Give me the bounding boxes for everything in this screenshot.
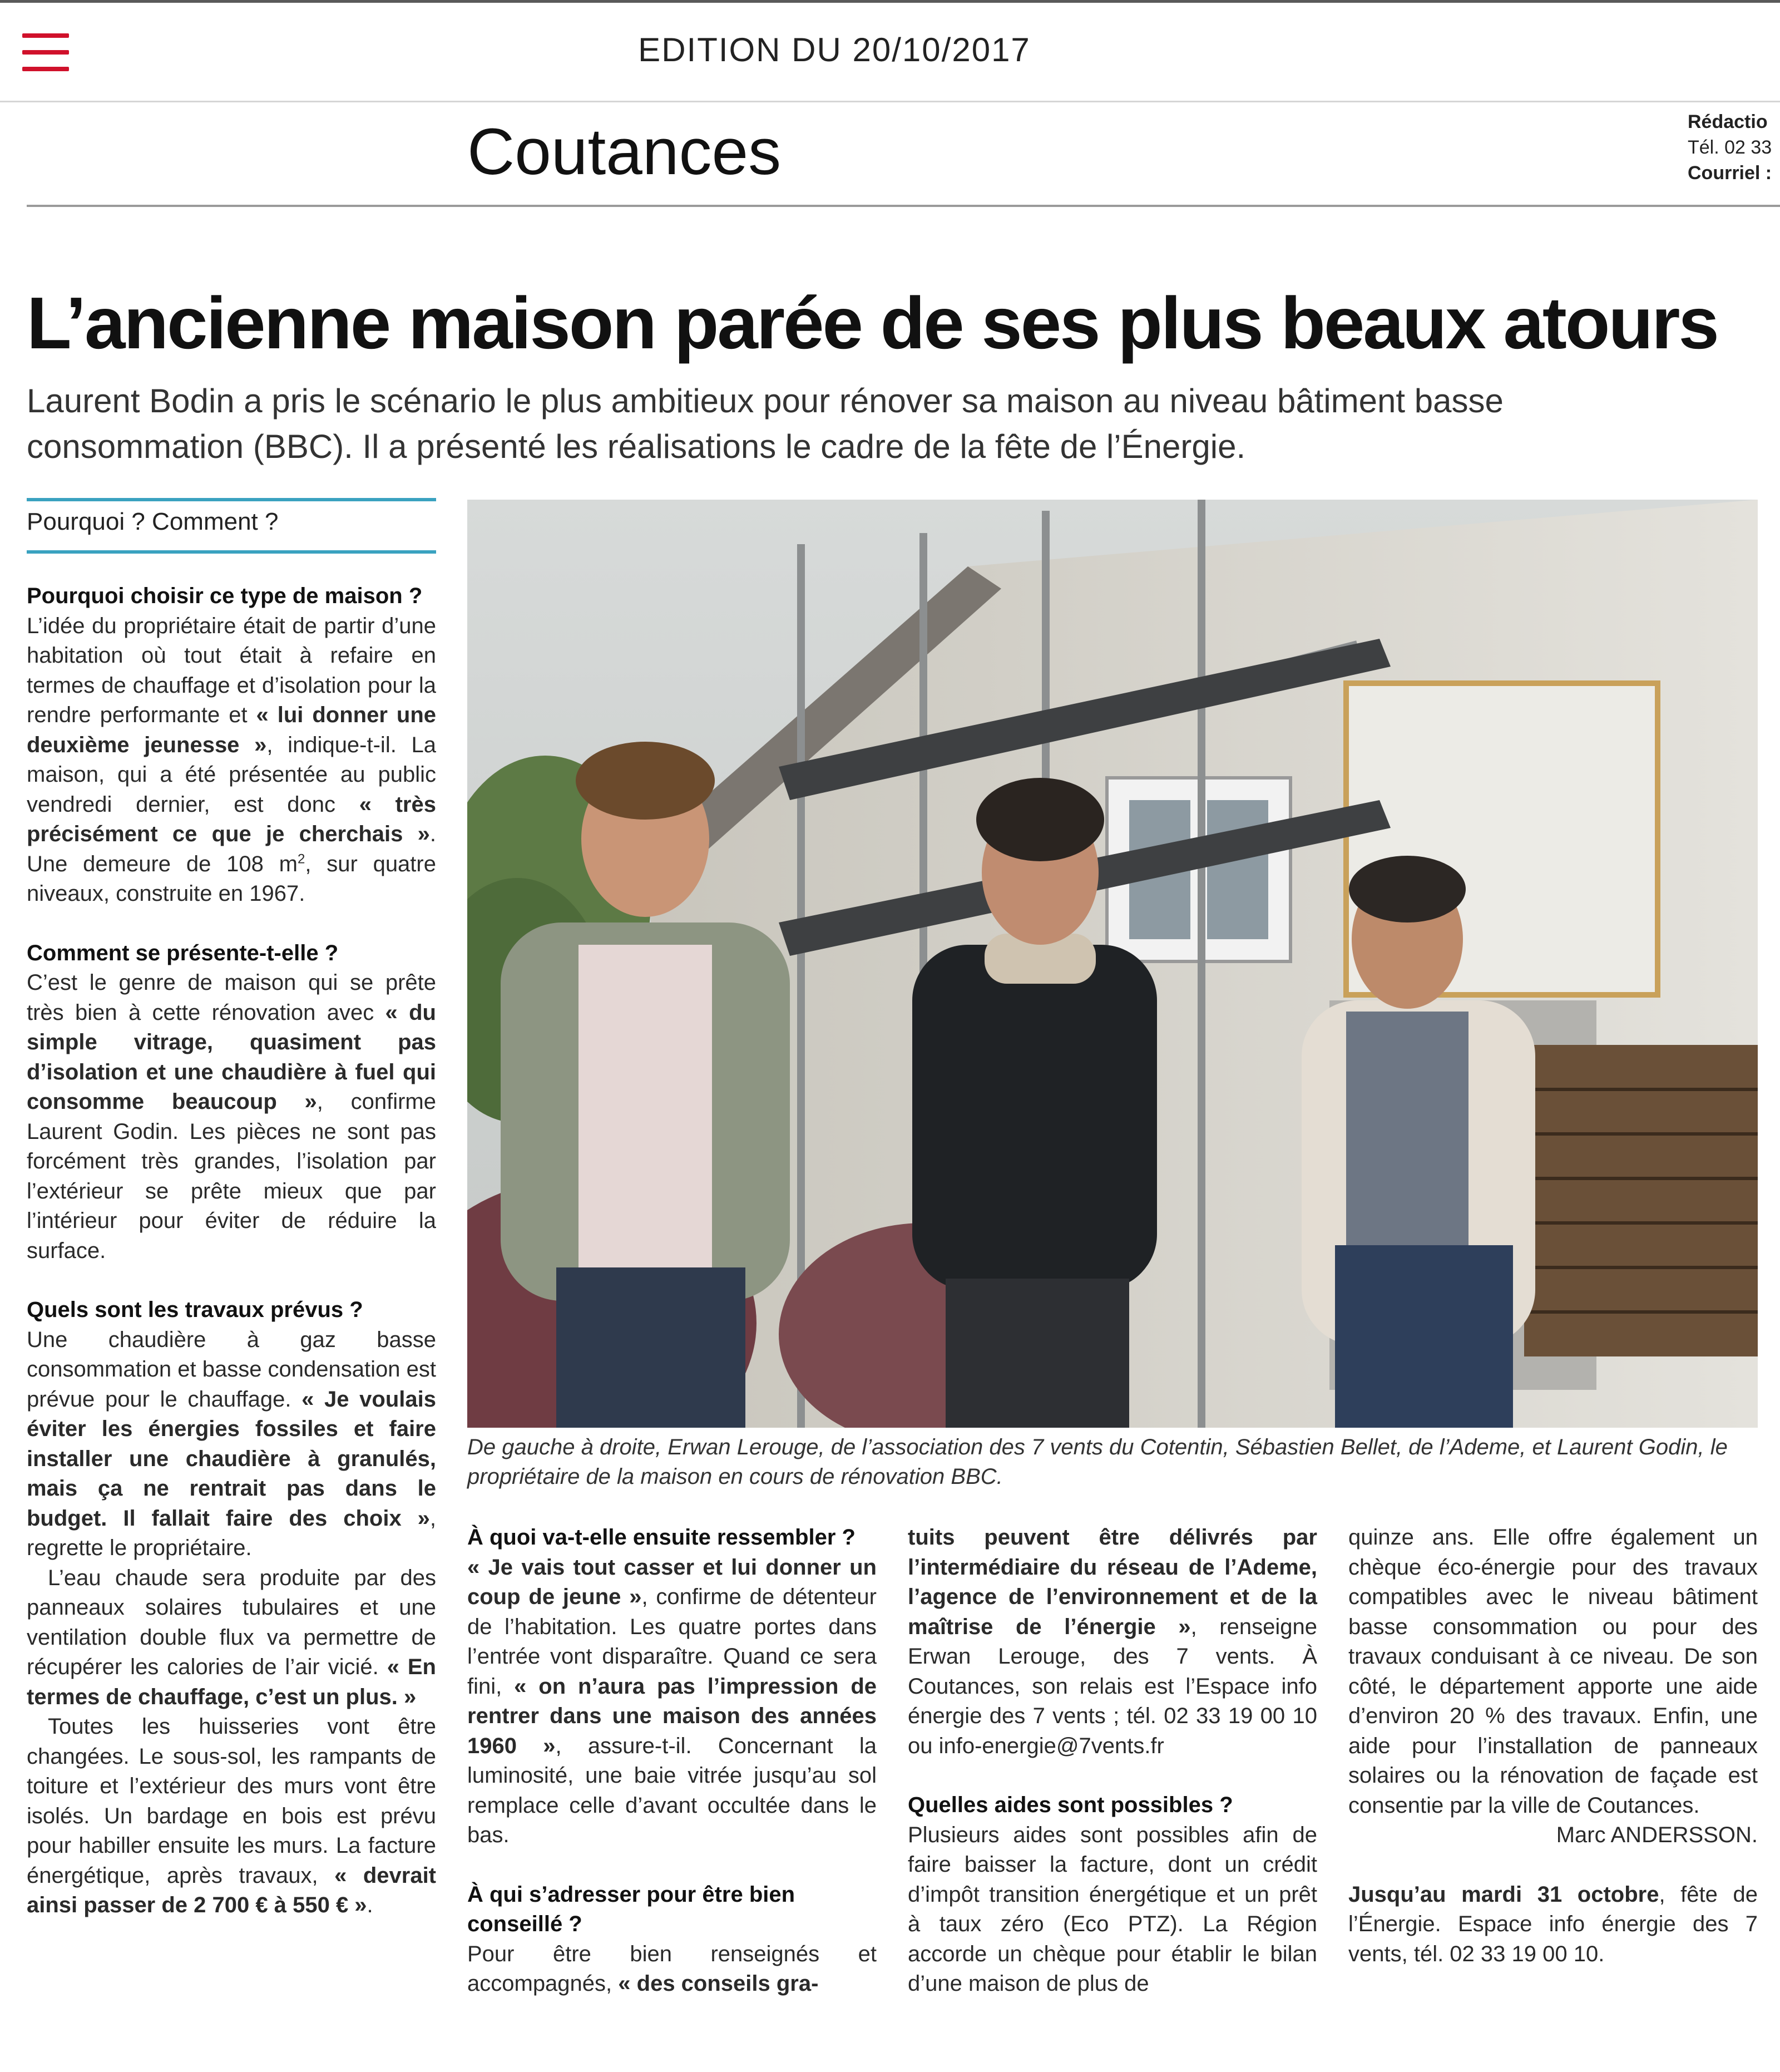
qa-box-label-text: Pourquoi ? Comment ? bbox=[27, 508, 279, 535]
contact-phone: Tél. 02 33 bbox=[1688, 137, 1772, 158]
article-standfirst: Laurent Bodin a pris le scénario le plus ambitieux pour rénover sa maison au niveau bâtiment basse consommation (BBC). Il a présenté les réalisations le cadre de la fête de l’Énergie. bbox=[27, 382, 1504, 465]
question-heading: À quoi va-t-elle ensuite ressembler ? bbox=[467, 1525, 856, 1550]
question-heading: Comment se présente-t-elle ? bbox=[27, 940, 339, 965]
contact-email: Courriel : bbox=[1688, 162, 1772, 184]
qa-box-label bbox=[27, 498, 436, 554]
app-header bbox=[0, 3, 1780, 102]
question-heading: Quels sont les travaux prévus ? bbox=[27, 1298, 363, 1322]
photo-caption: De gauche à droite, Erwan Lerouge, de l’association des 7 vents du Cotentin, Sébastien Bellet, de l’Ademe, et Laurent Godin, le propriétaire de la maison en cours de rénovation BBC. bbox=[467, 1435, 1728, 1489]
article-headline: L’ancienne maison parée de ses plus beaux atours bbox=[27, 282, 1718, 364]
article-column-4 bbox=[1348, 1523, 1758, 1969]
question-heading: Quelles aides sont possibles ? bbox=[908, 1793, 1233, 1817]
edition-date: EDITION DU 20/10/2017 bbox=[638, 31, 1031, 68]
article-photo bbox=[467, 500, 1758, 1428]
contact-info bbox=[1688, 109, 1772, 186]
answer-paragraph: tuits peuvent être délivrés par l’intermédiaire du réseau de l’Ademe, l’agence de l’environnement et de la maîtrise de l’énergie », renseigne Erwan Lerouge, des 7 vents. À Coutances, son relais est l’Espace info énergie des 7 vents ; tél. 02 33 19 00 10 ou info-energie@7vents.fr bbox=[908, 1525, 1317, 1758]
section-divider bbox=[27, 205, 1780, 207]
answer-paragraph: Plusieurs aides sont possibles afin de faire baisser la facture, dont un crédit d’impôt transition énergétique et un prêt à taux zéro (Eco PTZ). La Région accorde un chèque pour établir le bilan d’une maison de plus de bbox=[908, 1822, 1317, 1996]
answer-paragraph: Pour être bien renseignés et accompagnés, « des conseils gra- bbox=[467, 1941, 877, 1996]
answer-paragraph: quinze ans. Elle offre également un chèque éco-énergie pour des travaux compatibles avec le niveau bâtiment basse consommation ou pour des travaux conduisant à ce niveau. De son côté, le département apporte une aide d’environ 20 % des travaux. Enfin, une aide pour l’installation de panneaux solaires ou la rénovation de façade est consentie par la ville de Coutances. bbox=[1348, 1525, 1758, 1818]
question-heading: À qui s’adresser pour être bien conseillé ? bbox=[467, 1882, 795, 1936]
photo-illustration bbox=[467, 500, 1758, 1428]
answer-paragraph: L’eau chaude sera produite par des panneaux solaires tubulaires et une ventilation double flux va permettre de récupérer les calories de l’air vicié. « En termes de chauffage, c’est un plus. » bbox=[27, 1565, 436, 1709]
answer-paragraph: « Je vais tout casser et lui donner un coup de jeune », confirme de détenteur de l’habitation. Les quatre portes dans l’entrée vont disparaître. Quand ce sera fini, « on n’aura pas l’impression de rentrer dans une maison des années 1960 », assure-t-il. Concernant la luminosité, une baie vitrée jusqu’au sol remplace celle d’avant occultée dans le bas. bbox=[467, 1555, 877, 1847]
question-heading: Pourquoi choisir ce type de maison ? bbox=[27, 584, 423, 608]
article-column-1 bbox=[27, 581, 436, 1921]
contact-redaction: Rédactio bbox=[1688, 111, 1768, 132]
article-column-3 bbox=[908, 1523, 1317, 1999]
event-info: Jusqu’au mardi 31 octobre, fête de l’Énergie. Espace info énergie des 7 vents, tél. 02 33 19 00 10. bbox=[1348, 1882, 1758, 1966]
article-column-2 bbox=[467, 1523, 877, 1999]
answer-paragraph: Une chaudière à gaz basse consommation et basse condensation est prévue pour le chauffage. « Je voulais éviter les énergies fossiles et faire installer une chaudière à granulés, mais ça ne rentrait pas dans le budget. Il fallait faire des choix », regrette le propriétaire. bbox=[27, 1327, 437, 1560]
answer-paragraph: C’est le genre de maison qui se prête très bien à cette rénovation avec « du simple vitrage, quasiment pas d’isolation et une chaudière à fuel qui consomme beaucoup », confirme Laurent Godin. Les pièces ne sont pas forcément très grandes, l’isolation par l’extérieur se prête mieux que par l’intérieur pour éviter de réduire la surface. bbox=[27, 970, 436, 1263]
answer-paragraph: L’idée du propriétaire était de partir d’une habitation où tout était à refaire en termes de chauffage et d’isolation pour la rendre performante et « lui donner une deuxième jeunesse », indique-t-il. La maison, qui a été présentée au public vendredi dernier, est donc « très précisément ce que je cherchais ». Une demeure de 108 $m^2$, sur quatre niveaux, construite en 1967. bbox=[27, 613, 436, 906]
answer-paragraph: Toutes les huisseries vont être changées. Le sous-sol, les rampants de toiture et l’extérieur des murs vont être isolés. Un bardage en bois est prévu pour habiller ensuite les murs. La facture énergétique, après travaux, « devrait ainsi passer de 2 700 € à 550 € ». bbox=[27, 1714, 436, 1917]
section-title: Coutances bbox=[467, 115, 782, 189]
author-byline: Marc ANDERSSON. bbox=[1556, 1823, 1758, 1847]
